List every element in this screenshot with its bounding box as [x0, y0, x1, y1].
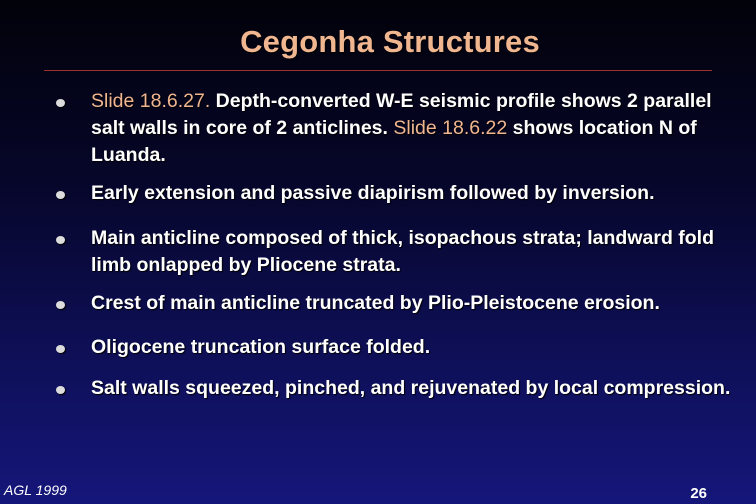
bullet-dot: [56, 99, 65, 107]
bullet-text-part: Depth-converted W-E seismic profile shows 2 parallel salt walls in core of 2 anticlines.: [91, 90, 712, 139]
bullet-item: [56, 180, 746, 207]
bullet-dot: [56, 345, 65, 353]
title-divider: [44, 70, 712, 71]
bullet-item: [56, 290, 746, 317]
bullet-item: [56, 334, 746, 361]
bullet-text: [91, 88, 746, 169]
bullet-item: [56, 225, 746, 279]
bullet-item: [56, 88, 746, 169]
bullet-text: Early extension and passive diapirism followed by inversion.: [91, 182, 655, 204]
footer-credit: AGL 1999: [4, 482, 67, 498]
bullet-text: Salt walls squeezed, pinched, and rejuvenated by local compression.: [91, 377, 731, 399]
page-number: 26: [690, 485, 707, 502]
slide-link[interactable]: Slide 18.6.22: [393, 117, 508, 139]
bullet-dot: [56, 236, 65, 244]
bullet-text: Main anticline composed of thick, isopachous strata; landward fold limb onlapped by Pliocene strata.: [91, 227, 715, 276]
bullet-text: Crest of main anticline truncated by Plio-Pleistocene erosion.: [91, 292, 660, 314]
bullet-dot: [56, 301, 65, 309]
bullet-dot: [56, 386, 65, 394]
bullet-text-part: shows location N of Luanda.: [91, 117, 697, 166]
bullet-item: [56, 375, 746, 402]
bullet-dot: [56, 191, 65, 199]
bullet-text: Oligocene truncation surface folded.: [91, 336, 431, 358]
slide-title: Cegonha Structures: [240, 24, 540, 59]
slide-link[interactable]: Slide 18.6.27.: [91, 90, 211, 112]
